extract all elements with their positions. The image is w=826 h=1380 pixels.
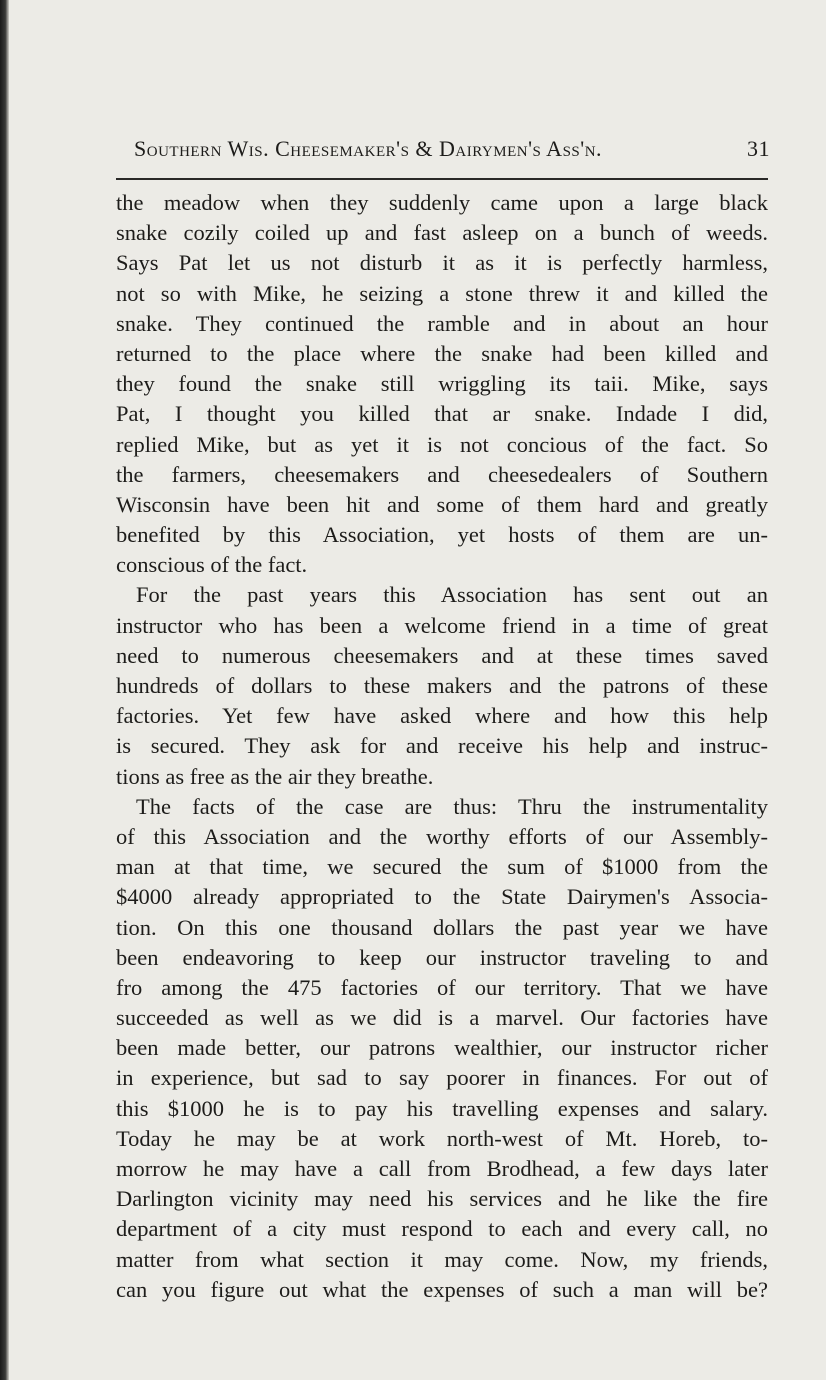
text-line: morrow he may have a call from Brodhead, a few days later — [116, 1156, 768, 1181]
text-line: returned to the place where the snake had been killed and — [116, 340, 768, 366]
text-line: instructor who has been a welcome friend in a time of great — [116, 612, 768, 638]
text-line: Darlington vicinity may need his services and he like the fire — [116, 1186, 768, 1212]
text-line: they found the snake still wriggling its taii. Mike, says — [116, 371, 768, 397]
text-line: been endeavoring to keep our instructor traveling to and — [116, 944, 768, 970]
text-line: the meadow when they suddenly came upon a large black — [116, 190, 768, 215]
text-line: been made better, our patrons wealthier, our instructor richer — [116, 1035, 768, 1061]
text-line: department of a city must respond to each and every call, no — [116, 1216, 768, 1242]
text-line: benefited by this Association, yet hosts of them are un- — [116, 522, 768, 548]
text-line: snake. They continued the ramble and in about an hour — [116, 310, 768, 336]
text-line: hundreds of dollars to these makers and the patrons of these — [116, 673, 768, 698]
running-header — [134, 136, 770, 162]
paragraph-end-line: conscious of the fact. — [116, 552, 308, 578]
text-line: this $1000 he is to pay his travelling expenses and salary. — [116, 1095, 768, 1121]
text-line: of this Association and the worthy efforts of our Assembly- — [116, 823, 768, 849]
body-text — [116, 188, 768, 1305]
text-line: need to numerous cheesemakers and at these times saved — [116, 642, 768, 668]
text-line: matter from what section it may come. Now, my friends, — [116, 1246, 768, 1272]
text-line: can you figure out what the expenses of such a man will be? — [116, 1276, 768, 1302]
text-line: replied Mike, but as yet it is not concious of the fact. So — [116, 431, 768, 457]
text-line: not so with Mike, he seizing a stone threw it and killed the — [116, 280, 768, 306]
page-number: 31 — [747, 136, 770, 161]
text-line: is secured. They ask for and receive his help and instruc- — [116, 733, 768, 759]
paragraph-start-line: The facts of the case are thus: Thru the instrumentality — [136, 793, 768, 819]
text-line: Today he may be at work north-west of Mt. Horeb, to- — [116, 1125, 768, 1151]
text-line: tion. On this one thousand dollars the past year we have — [116, 914, 768, 940]
text-line: factories. Yet few have asked where and how this help — [116, 703, 768, 729]
header-rule — [116, 178, 768, 180]
text-line: fro among the 475 factories of our territory. That we have — [116, 974, 768, 1000]
text-line: succeeded as well as we did is a marvel. Our factories have — [116, 1005, 768, 1031]
text-line: snake cozily coiled up and fast asleep on a bunch of weeds. — [116, 220, 768, 246]
text-line: Says Pat let us not disturb it as it is perfectly harmless, — [116, 250, 768, 276]
text-line: in experience, but sad to say poorer in finances. For out of — [116, 1065, 768, 1091]
book-spine-edge — [0, 0, 9, 1380]
paragraph-start-line: For the past years this Association has sent out an — [136, 582, 768, 608]
text-line: the farmers, cheesemakers and cheesedealers of Southern — [116, 461, 768, 487]
text-line: $4000 already appropriated to the State Dairymen's Associa- — [116, 884, 768, 910]
running-title: Southern Wis. Cheesemaker's & Dairymen's Ass'n. — [134, 136, 603, 161]
text-line: Wisconsin have been hit and some of them hard and greatly — [116, 491, 768, 517]
text-line: man at that time, we secured the sum of $1000 from the — [116, 854, 768, 880]
text-line: Pat, I thought you killed that ar snake. Indade I did, — [116, 401, 768, 427]
paragraph-end-line: tions as free as the air they breathe. — [116, 763, 434, 789]
